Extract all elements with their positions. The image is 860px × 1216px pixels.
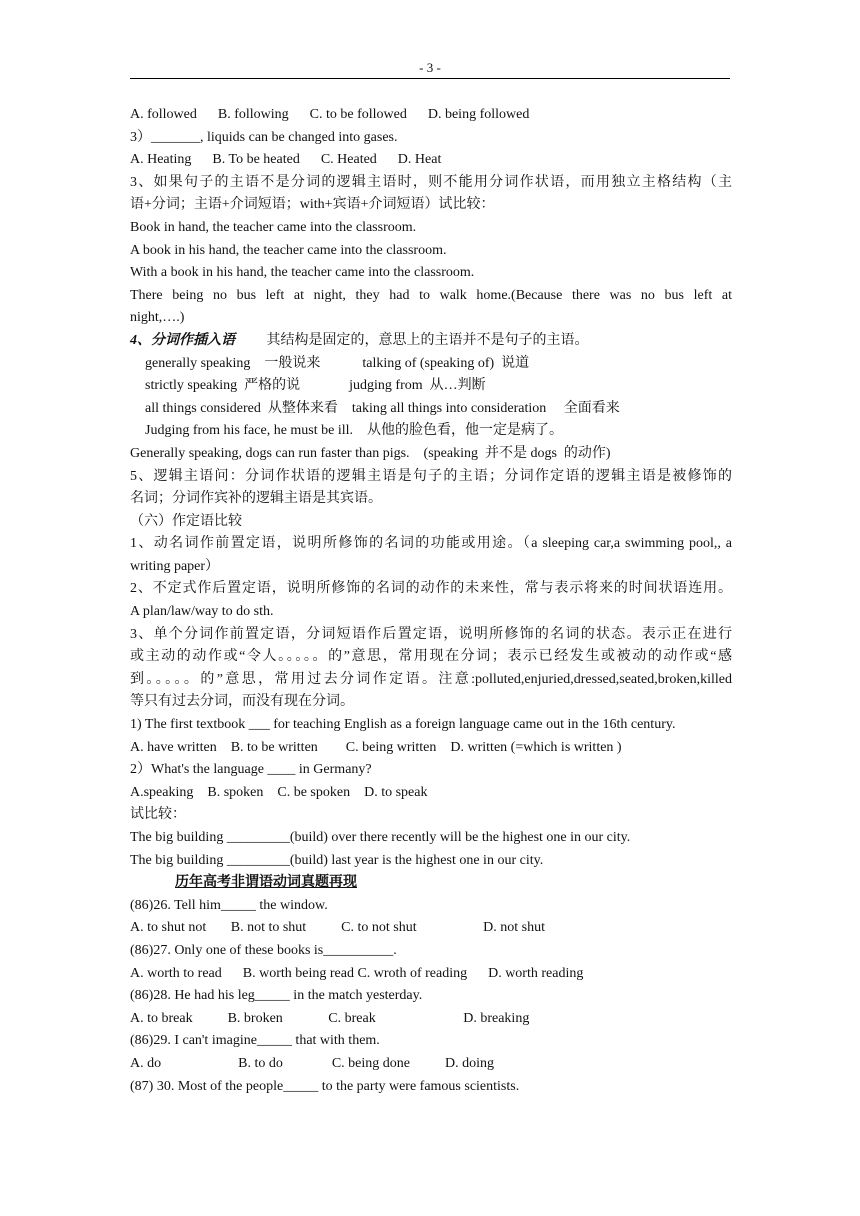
text-line: generally speaking 一般说来 talking of (speaking of) 说道 bbox=[145, 355, 530, 371]
text-line: （六）作定语比较 bbox=[130, 513, 242, 529]
text-line: 3、单个分词作前置定语，分词短语作后置定语，说明所修饰的名词的状态。表示正在进行 bbox=[130, 626, 732, 642]
text-line: writing paper） bbox=[130, 558, 220, 574]
text-line: A book in his hand, the teacher came into the classroom. bbox=[130, 242, 447, 258]
text-line: A. do B. to do C. being done D. doing bbox=[130, 1055, 494, 1071]
text-line: Judging from his face, he must be ill. 从他的脸色看，他一定是病了。 bbox=[145, 423, 564, 439]
text-line: A. followed B. following C. to be followed D. being followed bbox=[130, 107, 530, 122]
text-line: 2）What's the language ____ in Germany? bbox=[130, 762, 372, 778]
text-line: A plan/law/way to do sth. bbox=[130, 604, 274, 620]
text-line: 试比较： bbox=[130, 807, 186, 823]
text-line: A. Heating B. To be heated C. Heated D. Heat bbox=[130, 152, 442, 168]
heading-label: 4、分词作插入语 bbox=[130, 332, 235, 348]
text-line: The big building _________(build) last year is the highest one in our city. bbox=[130, 852, 544, 868]
document-body bbox=[130, 104, 732, 1098]
section-heading bbox=[130, 330, 732, 353]
text-line: A. to break B. broken C. break D. breaking bbox=[130, 1010, 530, 1026]
text-line: all things considered 从整体来看 taking all things into consideration 全面看来 bbox=[145, 400, 620, 416]
text-line: A. have written B. to be written C. being written D. written (=which is written ) bbox=[130, 739, 622, 755]
text-line: 3、如果句子的主语不是分词的逻辑主语时，则不能用分词作状语，而用独立主格结构（主 bbox=[130, 174, 732, 190]
text-line: 5、逻辑主语问：分词作状语的逻辑主语是句子的主语；分词作定语的逻辑主语是被修饰的 bbox=[130, 468, 732, 484]
header-rule bbox=[130, 78, 730, 79]
text-line: (86)26. Tell him_____ the window. bbox=[130, 897, 328, 913]
text-line: 1、动名词作前置定语，说明所修饰的名词的功能或用途。（a sleeping car,a swimming pool,, a bbox=[130, 536, 732, 552]
text-line: With a book in his hand, the teacher came into the classroom. bbox=[130, 265, 475, 281]
text-line: 2、不定式作后置定语，说明所修饰的名词的动作的未来性，常与表示将来的时间状语连用。 bbox=[130, 581, 732, 597]
text-line: Generally speaking, dogs can run faster than pigs. (speaking 并不是 dogs 的动作) bbox=[130, 445, 611, 461]
page-number: - 3 - bbox=[419, 60, 441, 75]
text-line: 到。。。。。的”意思，常用过去分词作定语。注意:polluted,enjuried,dressed,seated,broken,killed bbox=[130, 671, 732, 687]
text-line: 3）_______, liquids can be changed into gases. bbox=[130, 129, 398, 145]
text-line: 语+分词；主语+介词短语；with+宾语+介词短语）试比较： bbox=[130, 197, 495, 213]
text-line: Book in hand, the teacher came into the classroom. bbox=[130, 219, 417, 235]
text-line: 等只有过去分词，而没有现在分词。 bbox=[130, 694, 354, 710]
text-line: strictly speaking 严格的说 judging from 从…判断 bbox=[145, 378, 486, 394]
text-line: A. worth to read B. worth being read C. wroth of reading D. worth reading bbox=[130, 965, 584, 981]
heading-note: 其结构是固定的，意思上的主语并不是句子的主语。 bbox=[235, 332, 589, 348]
text-line: 名词；分词作宾补的逻辑主语是其宾语。 bbox=[130, 491, 382, 507]
text-line: (86)29. I can't imagine_____ that with them. bbox=[130, 1033, 380, 1049]
text-line: 1) The first textbook ___ for teaching English as a foreign language came out in the 16th century. bbox=[130, 717, 676, 733]
text-line: There being no bus left at night, they had to walk home.(Because there was no bus left at bbox=[130, 287, 732, 303]
text-line: A.speaking B. spoken C. be spoken D. to speak bbox=[130, 784, 428, 800]
text-line: (87) 30. Most of the people_____ to the party were famous scientists. bbox=[130, 1078, 520, 1094]
text-line: A. to shut not B. not to shut C. to not shut D. not shut bbox=[130, 920, 545, 936]
text-line: The big building _________(build) over there recently will be the highest one in our city. bbox=[130, 830, 631, 845]
text-line: (86)28. He had his leg_____ in the match yesterday. bbox=[130, 988, 423, 1004]
text-line: 或主动的动作或“令人。。。。。的”意思，常用现在分词；表示已经发生或被动的动作或“感 bbox=[130, 649, 732, 665]
text-line: (86)27. Only one of these books is__________. bbox=[130, 942, 397, 958]
section-title: 历年高考非谓语动词真题再现 bbox=[175, 875, 357, 891]
text-line: night,….) bbox=[130, 310, 185, 326]
